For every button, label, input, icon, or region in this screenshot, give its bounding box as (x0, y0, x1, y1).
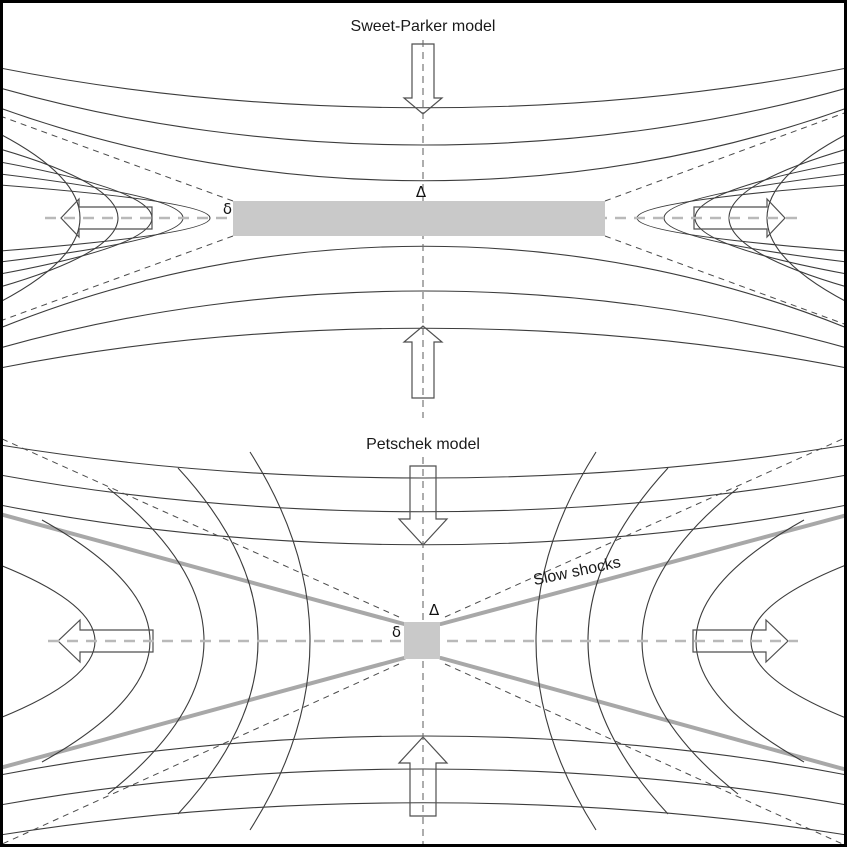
field-line (767, 134, 847, 302)
panel-title: Petschek model (366, 436, 480, 453)
slow-shocks-label: Slow shocks (531, 554, 623, 590)
separatrix-dashed-line (0, 236, 233, 321)
diffusion-region (404, 622, 440, 659)
sheet-length-label: Δ (429, 601, 440, 619)
sheet-thickness-label: δ (391, 623, 401, 641)
petschek-panel (0, 436, 847, 846)
inflow-arrow-bottom (404, 326, 442, 398)
field-line (0, 149, 118, 287)
panel-title: Sweet-Parker model (350, 18, 496, 35)
separatrix-dashed-line (445, 437, 847, 617)
current-sheet (233, 201, 605, 236)
field-line (637, 185, 847, 251)
sweet-parker-panel (0, 18, 847, 418)
sheet-thickness-label: δ (222, 200, 232, 218)
slow-shock-line (441, 515, 847, 624)
separatrix-dashed-line (0, 664, 399, 845)
field-line (0, 565, 95, 718)
slow-shock-line (441, 658, 847, 770)
separatrix-dashed-line (0, 438, 399, 617)
field-line (751, 565, 846, 718)
sheet-length-label: Δ (415, 183, 427, 201)
